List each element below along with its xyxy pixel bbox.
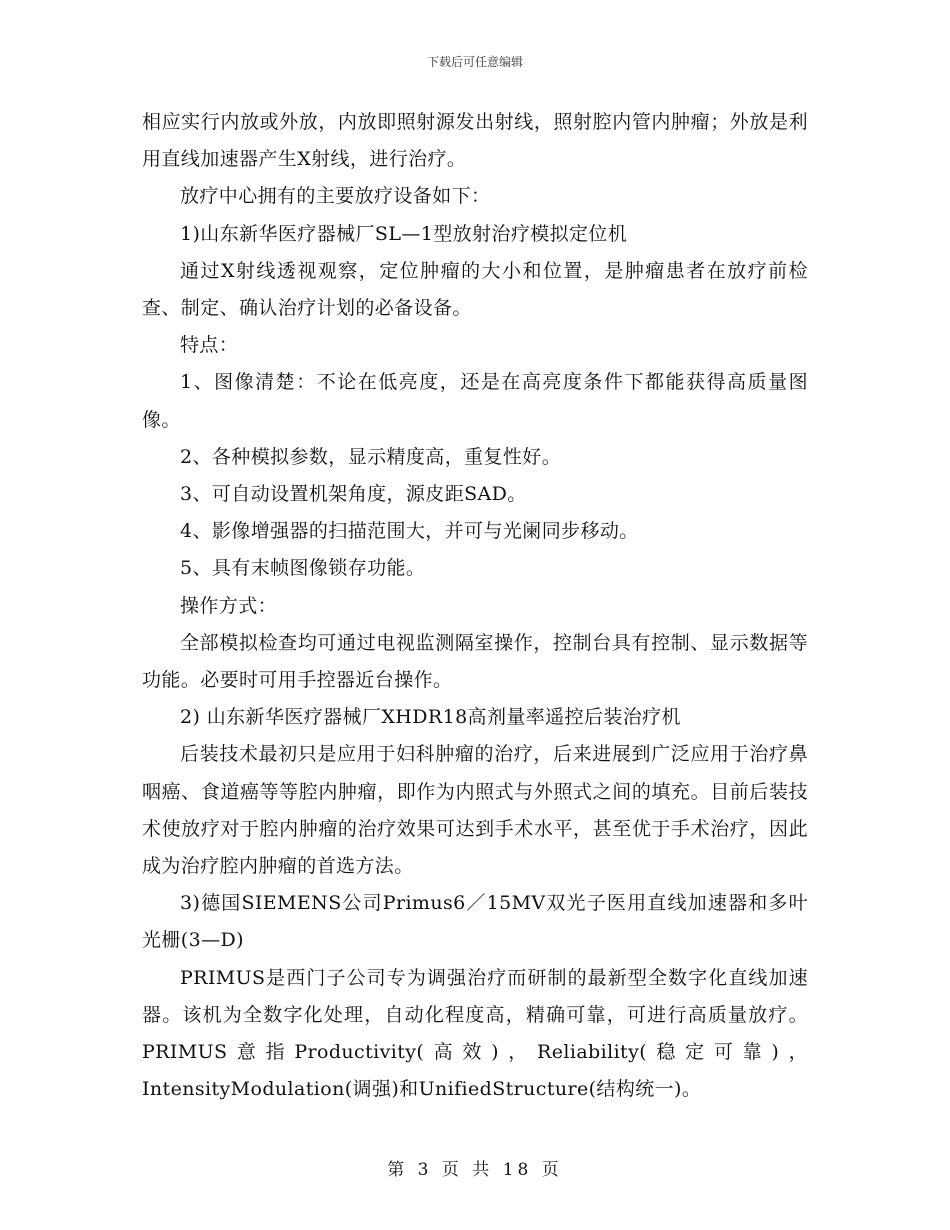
feature-item-4: 4、影像增强器的扫描范围大，并可与光阑同步移动。 — [180, 520, 639, 543]
heading-simulator: 1)山东新华医疗器械厂SL—1型放射治疗模拟定位机 — [180, 222, 628, 245]
paragraph-operation-desc: 全部模拟检查均可通过电视监测隔室操作，控制台具有控制、显示数据等功能。必要时可用手控器近台操作。 — [142, 631, 808, 692]
feature-item-1: 1、图像清楚：不论在低亮度，还是在高亮度条件下都能获得高质量图像。 — [142, 371, 808, 431]
paragraph-primus-desc: PRIMUS是西门子公司专为调强治疗而研制的最新型全数字化直线加速器。该机为全数字化处理，自动化程度高，精确可靠，可进行高质量放疗。PRIMUS意指Productivity(高效)，Reliability(稳定可靠)，IntensityModulation(调强)和UnifiedStructure(结构统一)。 — [142, 966, 808, 1101]
feature-item-3: 3、可自动设置机架角度，源皮距SAD。 — [180, 483, 527, 506]
page-header: 下载后可任意编辑 — [426, 55, 523, 69]
paragraph-continuation: 相应实行内放或外放，内放即照射源发出射线，照射腔内管内肿瘤；外放是利用直线加速器产生X射线，进行治疗。 — [142, 111, 808, 171]
feature-item-5: 5、具有末帧图像锁存功能。 — [180, 557, 426, 580]
feature-item-2: 2、各种模拟参数，显示精度高，重复性好。 — [180, 445, 562, 468]
page-number-footer: 第 3 页 共 18 页 — [387, 1160, 563, 1180]
heading-operation: 操作方式： — [180, 594, 278, 617]
paragraph-simulator-desc: 通过X射线透视观察，定位肿瘤的大小和位置，是肿瘤患者在放疗前检查、制定、确认治疗计划的必备设备。 — [142, 259, 808, 320]
heading-features: 特点： — [180, 334, 239, 357]
heading-afterloading: 2) 山东新华医疗器械厂XHDR18高剂量率遥控后装治疗机 — [180, 706, 681, 729]
paragraph-afterloading-desc: 后装技术最初只是应用于妇科肿瘤的治疗，后来进展到广泛应用于治疗鼻咽癌、食道癌等等腔内肿瘤，即作为内照式与外照式之间的填充。目前后装技术使放疗对于腔内肿瘤的治疗效果可达到手术水平，甚至优于手术治疗，因此成为治疗腔内肿瘤的首选方法。 — [142, 743, 808, 878]
document-body — [142, 104, 808, 1108]
heading-linac: 3)德国SIEMENS公司Primus6／15MV双光子医用直线加速器和多叶光栅(3—D) — [142, 892, 808, 952]
paragraph-equipment-intro: 放疗中心拥有的主要放疗设备如下： — [180, 185, 491, 208]
